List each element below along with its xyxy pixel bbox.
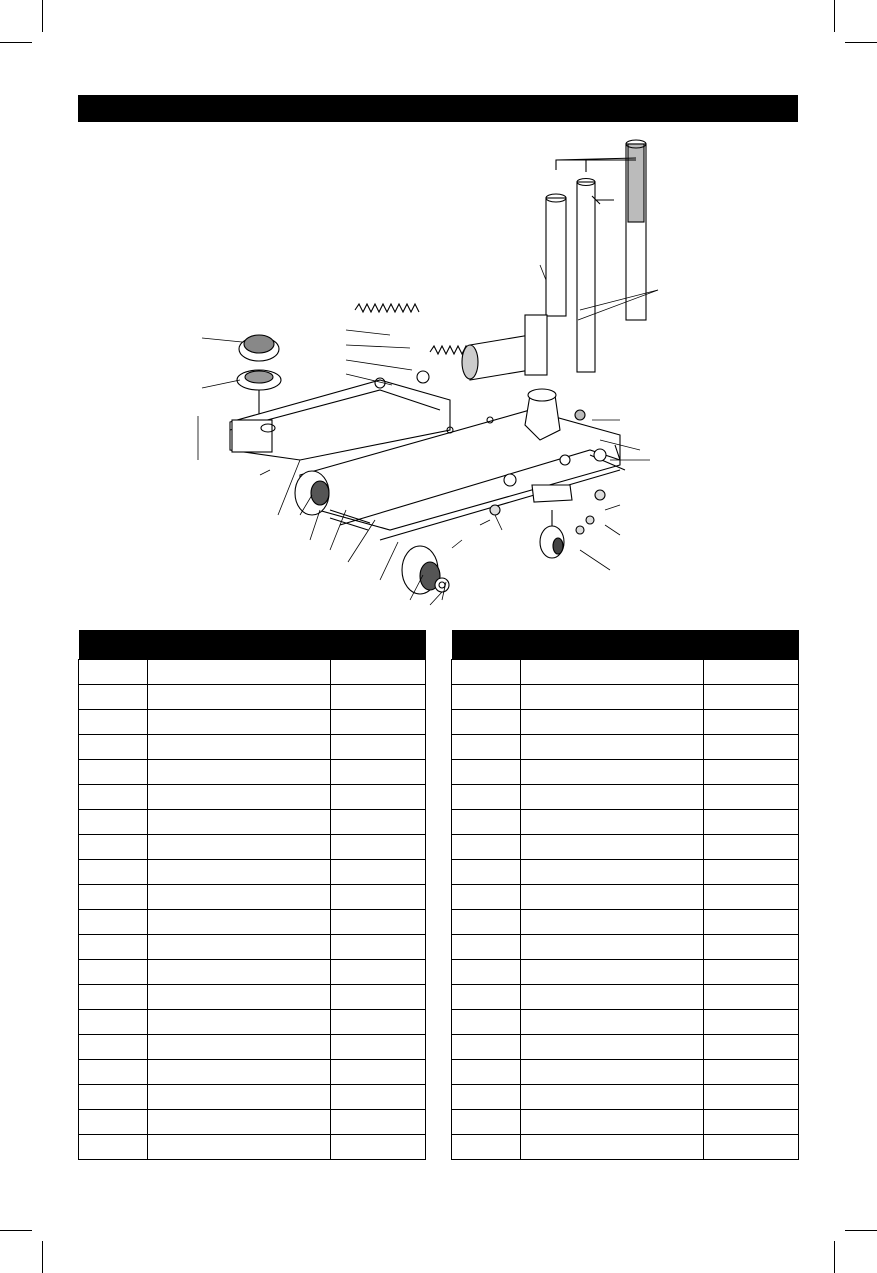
cell-description xyxy=(147,885,331,910)
cap xyxy=(575,410,585,420)
cell-description xyxy=(520,1110,704,1135)
cell-description xyxy=(147,835,331,860)
cell-part-no xyxy=(452,710,521,735)
table-row xyxy=(79,735,426,760)
cell-description xyxy=(147,1135,331,1160)
cell-description xyxy=(520,685,704,710)
cell-qty xyxy=(704,760,799,785)
cell-part-no xyxy=(79,1010,148,1035)
cell-description xyxy=(147,710,331,735)
cell-part-no xyxy=(452,1085,521,1110)
cell-part-no xyxy=(79,1085,148,1110)
parts-list-table-left xyxy=(78,630,426,1160)
cell-qty xyxy=(704,785,799,810)
crop-mark-tr-h xyxy=(845,42,877,43)
table-row xyxy=(452,685,799,710)
cell-qty xyxy=(704,1135,799,1160)
bushing xyxy=(594,449,606,461)
cell-qty xyxy=(331,1085,426,1110)
cell-qty xyxy=(331,660,426,685)
table-row xyxy=(79,760,426,785)
cell-description xyxy=(147,985,331,1010)
table-row xyxy=(452,910,799,935)
cell-qty xyxy=(704,685,799,710)
cell-qty xyxy=(704,960,799,985)
cell-part-no xyxy=(452,985,521,1010)
cell-part-no xyxy=(79,1135,148,1160)
table-row xyxy=(452,710,799,735)
section-title-bar xyxy=(78,95,798,122)
cell-qty xyxy=(331,1135,426,1160)
cell-description xyxy=(147,685,331,710)
washer xyxy=(435,578,449,592)
table-row xyxy=(79,685,426,710)
cell-qty xyxy=(331,885,426,910)
table-row xyxy=(452,1085,799,1110)
cell-part-no xyxy=(79,685,148,710)
cell-part-no xyxy=(452,735,521,760)
cell-part-no xyxy=(79,1110,148,1135)
cell-description xyxy=(520,1135,704,1160)
table-row xyxy=(452,835,799,860)
cell-description xyxy=(520,735,704,760)
cell-description xyxy=(520,785,704,810)
pump-piston xyxy=(417,371,429,383)
cell-part-no xyxy=(452,935,521,960)
table-row xyxy=(79,860,426,885)
table-row xyxy=(452,935,799,960)
cell-part-no xyxy=(452,785,521,810)
cell-description xyxy=(147,1085,331,1110)
parts-list-table-right xyxy=(451,630,799,1160)
cell-part-no xyxy=(452,910,521,935)
cell-description xyxy=(520,1035,704,1060)
table-row xyxy=(79,1110,426,1135)
front-wheel-right xyxy=(402,546,440,594)
handle-bracket-line xyxy=(556,158,636,172)
cell-description xyxy=(520,960,704,985)
cell-qty xyxy=(704,1085,799,1110)
table-row xyxy=(452,885,799,910)
table-row xyxy=(452,1060,799,1085)
nut xyxy=(595,490,605,500)
crop-mark-tr-v xyxy=(834,0,835,32)
cell-part-no xyxy=(452,685,521,710)
cell-qty xyxy=(331,1110,426,1135)
cell-qty xyxy=(331,860,426,885)
crop-mark-br-v xyxy=(834,1241,835,1273)
table-row xyxy=(452,810,799,835)
crop-mark-tl-h xyxy=(0,42,32,43)
return-spring-1 xyxy=(355,304,419,312)
cell-part-no xyxy=(79,710,148,735)
cell-qty xyxy=(704,860,799,885)
cell-part-no xyxy=(452,810,521,835)
cell-qty xyxy=(331,985,426,1010)
table-row xyxy=(452,735,799,760)
cell-qty xyxy=(704,910,799,935)
cell-description xyxy=(147,760,331,785)
cell-qty xyxy=(331,1010,426,1035)
nut xyxy=(576,526,584,534)
cell-qty xyxy=(331,1060,426,1085)
table-row xyxy=(452,1135,799,1160)
table-row xyxy=(79,1085,426,1110)
table-row xyxy=(79,660,426,685)
cell-qty xyxy=(704,810,799,835)
cell-qty xyxy=(331,760,426,785)
table-row xyxy=(79,1135,426,1160)
header-qty xyxy=(704,630,799,660)
cell-part-no xyxy=(452,1135,521,1160)
table-row xyxy=(79,810,426,835)
cell-part-no xyxy=(79,960,148,985)
cell-description xyxy=(147,960,331,985)
cell-description xyxy=(520,1060,704,1085)
cell-description xyxy=(147,935,331,960)
cell-description xyxy=(147,1010,331,1035)
crop-mark-tl-v xyxy=(42,0,43,32)
cell-description xyxy=(147,735,331,760)
cell-part-no xyxy=(452,960,521,985)
cell-description xyxy=(520,860,704,885)
cell-description xyxy=(147,1035,331,1060)
cell-part-no xyxy=(79,885,148,910)
cell-description xyxy=(147,1110,331,1135)
cell-description xyxy=(520,910,704,935)
cell-part-no xyxy=(79,1060,148,1085)
cell-description xyxy=(520,985,704,1010)
cell-part-no xyxy=(79,1035,148,1060)
cell-qty xyxy=(704,735,799,760)
cell-qty xyxy=(331,710,426,735)
crop-mark-bl-v xyxy=(42,1241,43,1273)
cell-part-no xyxy=(79,660,148,685)
header-description xyxy=(147,630,331,660)
saddle xyxy=(237,335,281,420)
cell-part-no xyxy=(452,1035,521,1060)
crop-mark-bl-h xyxy=(0,1230,32,1231)
cell-qty xyxy=(704,885,799,910)
hydraulic-cylinder xyxy=(462,315,547,380)
cell-part-no xyxy=(79,785,148,810)
cell-qty xyxy=(331,935,426,960)
cell-qty xyxy=(331,910,426,935)
cell-description xyxy=(147,860,331,885)
table-row xyxy=(79,985,426,1010)
header-part-no xyxy=(79,630,148,660)
nut xyxy=(586,516,594,524)
table-row xyxy=(452,1035,799,1060)
table-row xyxy=(79,1010,426,1035)
table-row xyxy=(452,860,799,885)
table-row xyxy=(452,760,799,785)
table-header-row xyxy=(452,630,799,660)
cell-qty xyxy=(331,685,426,710)
handle-tube-1 xyxy=(546,194,566,316)
cell-qty xyxy=(704,1060,799,1085)
header-qty xyxy=(331,630,426,660)
cell-description xyxy=(147,660,331,685)
cell-part-no xyxy=(79,760,148,785)
cell-description xyxy=(147,1060,331,1085)
nut xyxy=(490,505,500,515)
cell-qty xyxy=(331,835,426,860)
cell-description xyxy=(520,1010,704,1035)
cell-part-no xyxy=(79,985,148,1010)
front-wheel-left xyxy=(295,471,329,515)
cell-description xyxy=(520,885,704,910)
cell-description xyxy=(520,710,704,735)
table-row xyxy=(452,985,799,1010)
table-row xyxy=(79,935,426,960)
table-row xyxy=(452,785,799,810)
cell-description xyxy=(520,935,704,960)
cell-part-no xyxy=(452,860,521,885)
cell-qty xyxy=(704,935,799,960)
cell-description xyxy=(147,785,331,810)
cell-qty xyxy=(331,1035,426,1060)
cell-part-no xyxy=(79,935,148,960)
header-description xyxy=(520,630,704,660)
table-row xyxy=(452,960,799,985)
table-row xyxy=(79,960,426,985)
cell-part-no xyxy=(452,835,521,860)
cell-description xyxy=(520,810,704,835)
table-row xyxy=(79,710,426,735)
cell-qty xyxy=(331,785,426,810)
cell-qty xyxy=(704,985,799,1010)
cell-qty xyxy=(331,960,426,985)
cell-part-no xyxy=(452,1110,521,1135)
table-row xyxy=(79,885,426,910)
table-row xyxy=(452,660,799,685)
cell-part-no xyxy=(79,810,148,835)
cell-part-no xyxy=(79,835,148,860)
table-row xyxy=(79,835,426,860)
table-row xyxy=(79,1060,426,1085)
table-header-row xyxy=(79,630,426,660)
cell-qty xyxy=(704,660,799,685)
cell-part-no xyxy=(452,1010,521,1035)
cell-part-no xyxy=(79,735,148,760)
header-part-no xyxy=(452,630,521,660)
table-row xyxy=(79,1035,426,1060)
cell-description xyxy=(520,660,704,685)
cell-qty xyxy=(331,735,426,760)
table-row xyxy=(452,1110,799,1135)
cell-qty xyxy=(704,1035,799,1060)
cell-qty xyxy=(704,1010,799,1035)
handle-tube-2 xyxy=(577,179,595,373)
cell-part-no xyxy=(452,760,521,785)
cell-description xyxy=(520,835,704,860)
cell-part-no xyxy=(79,910,148,935)
cell-description xyxy=(147,810,331,835)
table-body xyxy=(452,660,799,1160)
table-row xyxy=(452,1010,799,1035)
cell-part-no xyxy=(452,1060,521,1085)
handle-tube-grip xyxy=(626,140,646,320)
crop-mark-br-h xyxy=(845,1230,877,1231)
cell-description xyxy=(520,1085,704,1110)
cell-qty xyxy=(704,1110,799,1135)
cell-qty xyxy=(704,835,799,860)
cell-qty xyxy=(704,710,799,735)
cell-description xyxy=(520,760,704,785)
cell-qty xyxy=(331,810,426,835)
caster-wheel xyxy=(532,485,572,558)
cell-part-no xyxy=(452,885,521,910)
table-body xyxy=(79,660,426,1160)
cell-description xyxy=(147,910,331,935)
exploded-parts-diagram xyxy=(180,130,660,610)
cell-part-no xyxy=(79,860,148,885)
cell-part-no xyxy=(452,660,521,685)
table-row xyxy=(79,785,426,810)
table-row xyxy=(79,910,426,935)
